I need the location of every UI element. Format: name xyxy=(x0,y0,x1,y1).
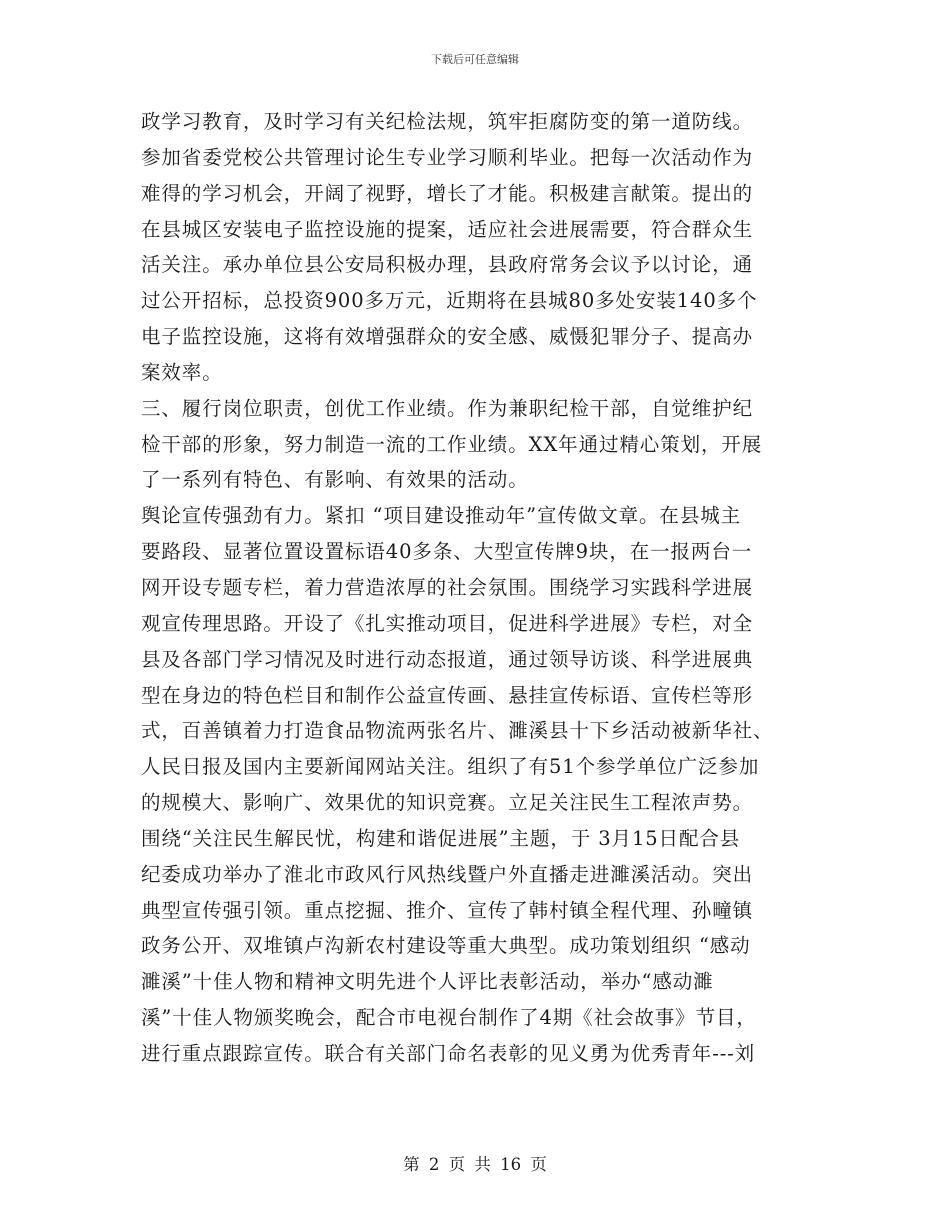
body-line: 网开设专题专栏，着力营造浓厚的社会氛围。围绕学习实践科学进展 xyxy=(141,575,754,599)
body-line: 活关注。承办单位县公安局积极办理，县政府常务会议予以讨论，通 xyxy=(141,253,754,277)
body-line: 纪委成功举办了淮北市政风行风热线暨户外直播走进濉溪活动。突出 xyxy=(141,862,754,886)
body-line: 观宣传理思路。开设了《扎实推动项目，促进科学进展》专栏，对全 xyxy=(141,611,754,635)
body-line: 政务公开、双堆镇卢沟新农村建设等重大典型。成功策划组织 “感动 xyxy=(141,934,751,958)
body-line: 难得的学习机会，开阔了视野，增长了才能。积极建言献策。提出的 xyxy=(141,181,754,205)
body-line: 参加省委党校公共管理讨论生专业学习顺利毕业。把每一次活动作为 xyxy=(141,145,754,169)
body-line: 濉溪”十佳人物和精神文明先进个人评比表彰活动，举办“感动濉 xyxy=(141,970,714,994)
body-line: 在县城区安装电子监控设施的提案，适应社会进展需要，符合群众生 xyxy=(141,217,754,241)
body-line: 过公开招标，总投资900多万元，近期将在县城80多处安装140多个 xyxy=(141,289,758,313)
body-line: 县及各部门学习情况及时进行动态报道，通过领导访谈、科学进展典 xyxy=(141,647,754,671)
body-line: 检干部的形象，努力制造一流的工作业绩。XX年通过精心策划，开展 xyxy=(141,432,763,456)
body-line: 溪”十佳人物颁奖晚会，配合市电视台制作了4期《社会故事》节目， xyxy=(141,1006,757,1030)
body-line: 式，百善镇着力打造食品物流两张名片、濉溪县十下乡活动被新华社、 xyxy=(141,719,774,743)
page-header-note: 下载后可任意编辑 xyxy=(431,53,519,66)
body-line: 案效率。 xyxy=(141,360,223,384)
body-line: 围绕“关注民生解民忧，构建和谐促进展”主题，于 3月15日配合县 xyxy=(141,826,741,850)
body-line: 三、履行岗位职责，创优工作业绩。作为兼职纪检干部，自觉维护纪 xyxy=(141,396,754,420)
body-line: 进行重点跟踪宣传。联合有关部门命名表彰的见义勇为优秀青年---刘 xyxy=(141,1041,756,1065)
body-line: 典型宣传强引领。重点挖掘、推介、宣传了韩村镇全程代理、孙疃镇 xyxy=(141,898,754,922)
body-line: 型在身边的特色栏目和制作公益宣传画、悬挂宣传标语、宣传栏等形 xyxy=(141,683,754,707)
body-line: 要路段、显著位置设置标语40多条、大型宣传牌9块，在一报两台一 xyxy=(141,540,753,564)
body-line: 的规模大、影响广、效果优的知识竞赛。立足关注民生工程浓声势。 xyxy=(141,791,754,815)
page-number-footer: 第 2 页 共 16 页 xyxy=(403,1155,547,1174)
body-line: 电子监控设施，这将有效增强群众的安全感、威慑犯罪分子、提高办 xyxy=(141,325,754,349)
body-line: 人民日报及国内主要新闻网站关注。组织了有51个参学单位广泛参加 xyxy=(141,755,760,779)
document-body xyxy=(141,104,813,1072)
body-line: 了一系列有特色、有影响、有效果的活动。 xyxy=(141,468,529,492)
body-line: 舆论宣传强劲有力。紧扣 “项目建设推动年”宣传做文章。在县城主 xyxy=(141,504,742,528)
body-line: 政学习教育，及时学习有关纪检法规，筑牢拒腐防变的第一道防线。 xyxy=(141,110,754,133)
